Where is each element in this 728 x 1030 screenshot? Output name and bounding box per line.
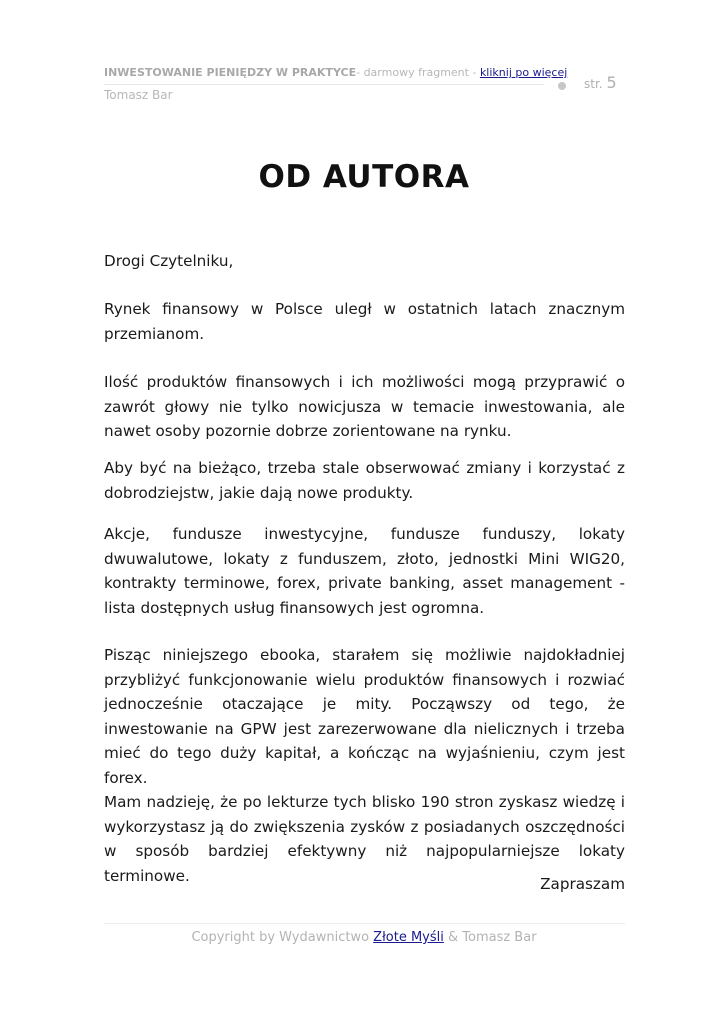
header-divider — [104, 84, 544, 85]
paragraph-block — [104, 370, 625, 444]
closing-signature: Zapraszam — [540, 875, 625, 893]
book-title: INWESTOWANIE PIENIĘDZY W PRAKTYCE — [104, 66, 357, 79]
publisher-link[interactable]: Złote Myśli — [373, 930, 444, 945]
page-number — [584, 73, 617, 92]
paragraph: Pisząc niniejszego ebooka, starałem się możliwie najdokładniej przybliżyć funkcjonowanie wielu produktów finansowych i rozwiać jednocześnie otaczające je mity. Począwszy od tego, że inwestowanie na GPW jest zarezerwowane dla nielicznych i trzeba mieć do tego duży kapitał, a kończąc na wyjaśnieniu, czym jest forex. — [104, 646, 625, 787]
more-link[interactable]: kliknij po więcej — [479, 66, 568, 79]
paragraph-block — [104, 297, 625, 346]
chapter-title: OD AUTORA — [258, 159, 470, 195]
paragraph: Akcje, fundusze inwestycyjne, fundusze funduszy, lokaty dwuwalutowe, lokaty z funduszem, złoto, jednostki Mini WIG20, kontrakty terminowe, forex, private banking, asset management - lista dostępnych usług finansowych jest ogromna. — [104, 525, 625, 617]
page-label: str. — [584, 77, 603, 91]
greeting — [104, 249, 625, 274]
copyright-prefix: Copyright by Wydawnictwo — [191, 930, 374, 945]
header-author: Tomasz Bar — [104, 88, 173, 102]
paragraph-block — [104, 522, 625, 620]
footer-divider — [104, 923, 625, 924]
page-number-value: 5 — [606, 73, 617, 92]
fragment-label: - darmowy fragment - — [356, 66, 480, 79]
paragraph-block — [104, 790, 625, 888]
header-line — [104, 66, 624, 79]
paragraph: Mam nadzieję, że po lekturze tych blisko 190 stron zyskasz wiedzę i wykorzystasz ją do zwiększenia zysków z posiadanych oszczędności w sposób bardziej efektywny niż najpopularniejsze lokaty terminowe. — [104, 793, 625, 885]
paragraph-block — [104, 643, 625, 790]
paragraph: Drogi Czytelniku, — [104, 252, 234, 270]
paragraph-block — [104, 456, 625, 505]
bullet-icon — [558, 82, 566, 90]
paragraph: Aby być na bieżąco, trzeba stale obserwować zmiany i korzystać z dobrodziejstw, jakie dają nowe produkty. — [104, 459, 625, 502]
paragraph: Ilość produktów finansowych i ich możliwości mogą przyprawić o zawrót głowy nie tylko nowicjusza w temacie inwestowania, ale nawet osoby pozornie dobrze zorientowane na rynku. — [104, 373, 625, 440]
page-footer — [0, 930, 728, 945]
page-header — [104, 66, 624, 79]
copyright-suffix: & Tomasz Bar — [443, 930, 537, 945]
paragraph: Rynek finansowy w Polsce uległ w ostatnich latach znacznym przemianom. — [104, 300, 625, 343]
